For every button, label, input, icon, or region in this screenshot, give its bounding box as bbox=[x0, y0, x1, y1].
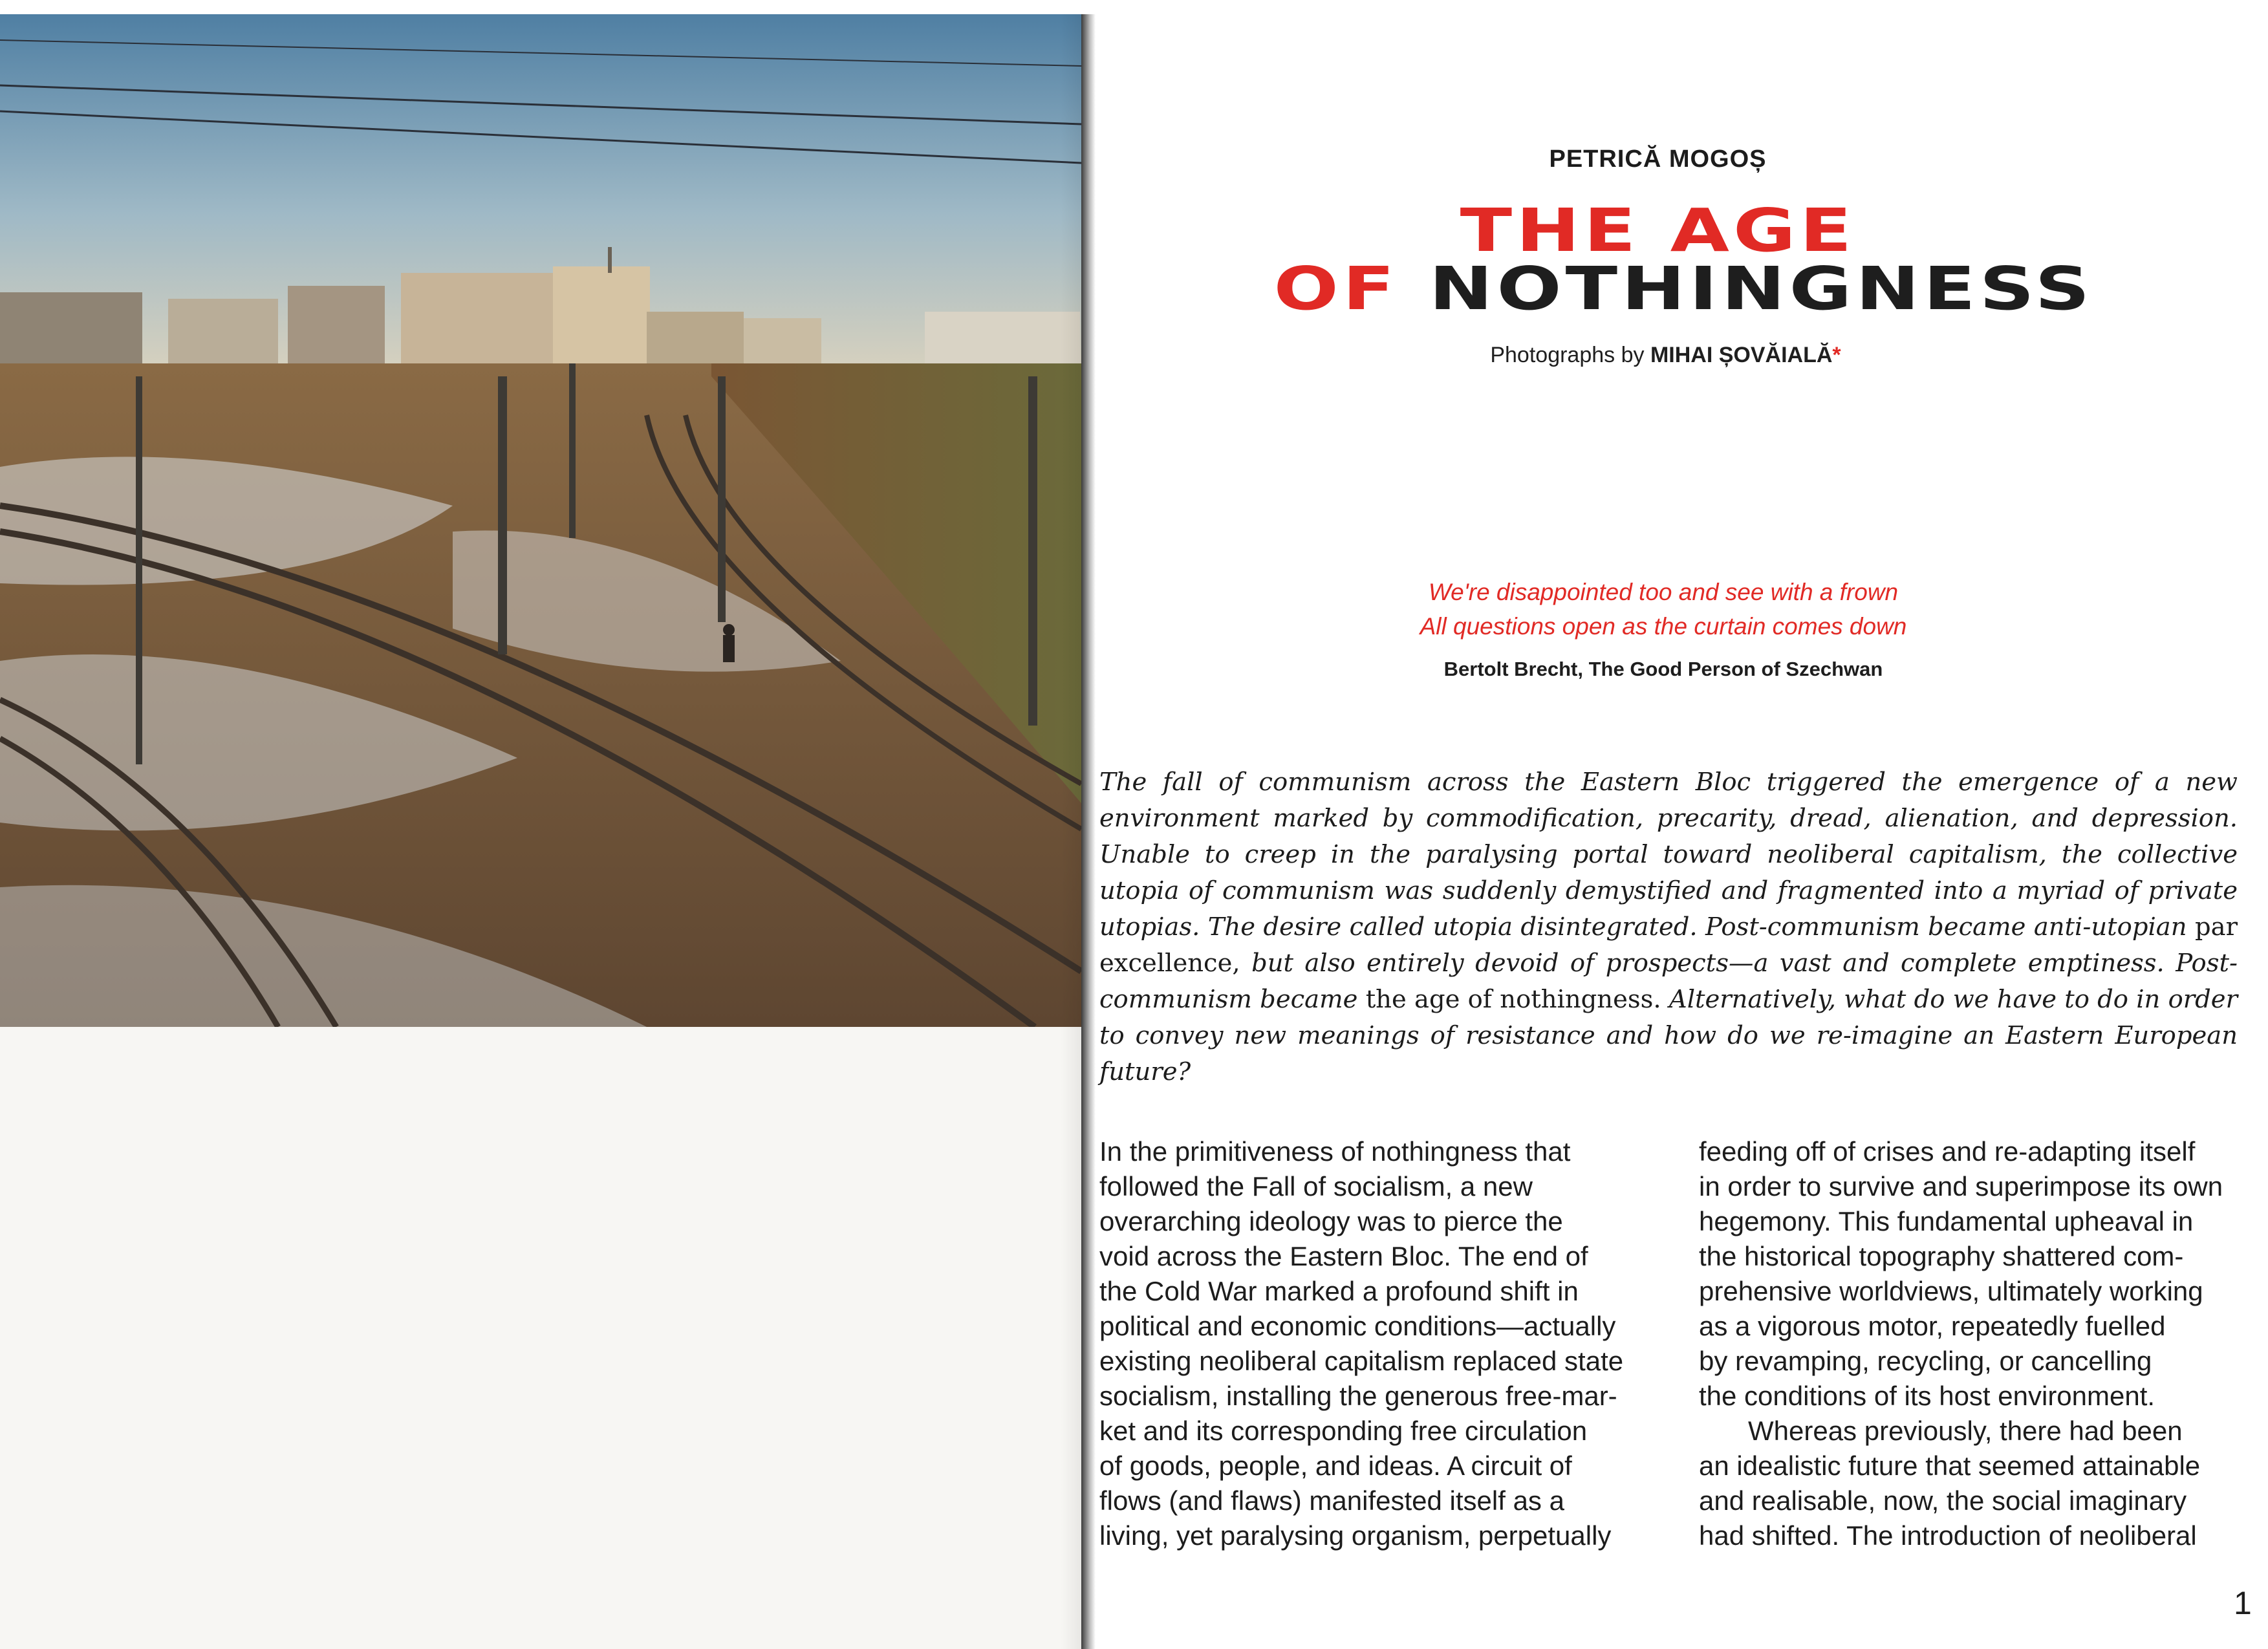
text-line: overarching ideology was to pierce the bbox=[1099, 1206, 1563, 1236]
text-line: the conditions of its host environment. bbox=[1699, 1381, 2155, 1411]
text-line: an idealistic future that seemed attainable bbox=[1699, 1450, 2201, 1481]
epigraph-line-2: All questions open as the curtain comes down bbox=[1420, 613, 1907, 640]
text-line: in order to survive and superimpose its own bbox=[1699, 1171, 2223, 1202]
text-line: living, yet paralysing organism, perpetually bbox=[1099, 1520, 1612, 1551]
footnote-mark: * bbox=[1832, 343, 1841, 367]
text-line: existing neoliberal capitalism replaced state bbox=[1099, 1346, 1624, 1376]
intro-text-3: Alternatively, what do we have to do in order to convey new meanings of resistance and how do we re-imagine an Eastern European future? bbox=[1099, 985, 2238, 1086]
epigraph-quote bbox=[1372, 575, 1954, 643]
intro-roman-1: par excellence, bbox=[1099, 912, 2238, 978]
text-line: had shifted. The introduction of neoliberal bbox=[1699, 1520, 2197, 1551]
text-line: followed the Fall of socialism, a new bbox=[1099, 1171, 1533, 1202]
body-column-1 bbox=[1099, 1134, 1669, 1553]
intro-text-1: The fall of communism across the Eastern Bloc triggered the emergence of a new environment marked by commodification, precarity, dread, alienation, and depression. Unable to creep in the paralysing portal toward neoliberal capitalism, the collective utopia of communism was suddenly demystified and fragmented into a myriad of private utopias. The desire called utopia disintegrated. Post-communism became anti-utopian bbox=[1099, 768, 2238, 942]
text-line: the Cold War marked a profound shift in bbox=[1099, 1276, 1579, 1306]
text-line: by revamping, recycling, or cancelling bbox=[1699, 1346, 2152, 1376]
text-line: hegemony. This fundamental upheaval in bbox=[1699, 1206, 2194, 1236]
title-word-of: OF bbox=[1273, 253, 1399, 323]
epigraph-source: Bertolt Brecht, The Good Person of Szechwan bbox=[1443, 658, 1883, 680]
text-line: the historical topography shattered com- bbox=[1699, 1241, 2184, 1271]
article-title-line-2 bbox=[1090, 253, 2268, 323]
intro-paragraph bbox=[1099, 764, 2238, 1090]
text-line: prehensive worldviews, ultimately working bbox=[1699, 1276, 2203, 1306]
text-line: void across the Eastern Bloc. The end of bbox=[1099, 1241, 1588, 1271]
railway-photograph bbox=[0, 14, 1081, 1027]
epigraph-line-1: We're disappointed too and see with a frown bbox=[1428, 579, 1899, 605]
photographer-name: MIHAI ȘOVĂIALĂ bbox=[1650, 343, 1833, 367]
credit-prefix: Photographs by bbox=[1490, 343, 1645, 367]
text-line: Whereas previously, there had been bbox=[1748, 1416, 2183, 1446]
page-number: 1 bbox=[2234, 1585, 2252, 1621]
text-line: feeding off of crises and re-adapting itself bbox=[1699, 1136, 2196, 1167]
article-title-line-1: THE AGE bbox=[1460, 195, 1856, 265]
right-page bbox=[1081, 14, 2268, 1649]
intro-roman-2: the age of nothingness. bbox=[1365, 985, 1661, 1014]
text-line: flows (and flaws) manifested itself as a bbox=[1099, 1485, 1564, 1516]
photo-illustration bbox=[0, 14, 1081, 1027]
intro-text-2: but also entirely devoid of prospects—a vast and complete emptiness. Post-communism became bbox=[1099, 949, 2238, 1014]
title-word-nothingness: NOTHINGNESS bbox=[1429, 253, 2094, 323]
text-line: and realisable, now, the social imaginary bbox=[1699, 1485, 2187, 1516]
photo-credit bbox=[1072, 343, 2259, 368]
body-column-2 bbox=[1699, 1134, 2268, 1553]
text-line: socialism, installing the generous free-mar- bbox=[1099, 1381, 1617, 1411]
text-line: ket and its corresponding free circulation bbox=[1099, 1416, 1588, 1446]
text-line: political and economic conditions—actually bbox=[1099, 1311, 1616, 1341]
author-name: PETRICĂ MOGOȘ bbox=[1549, 146, 1767, 173]
text-line: In the primitiveness of nothingness that bbox=[1099, 1136, 1571, 1167]
left-page bbox=[0, 14, 1081, 1649]
text-line: as a vigorous motor, repeatedly fuelled bbox=[1699, 1311, 2166, 1341]
text-line: of goods, people, and ideas. A circuit of bbox=[1099, 1450, 1572, 1481]
